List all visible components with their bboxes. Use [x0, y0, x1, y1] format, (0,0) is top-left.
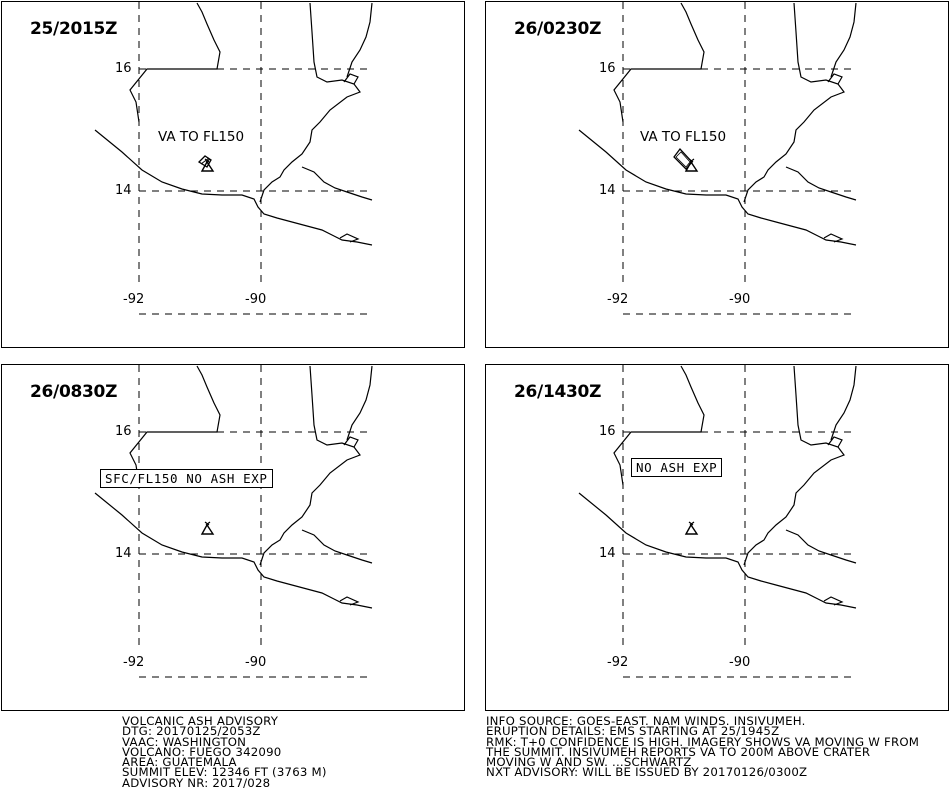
coastline	[579, 366, 856, 608]
forecast-panel-t12	[1, 364, 465, 711]
lat-label-14: 14	[599, 546, 616, 561]
lon-label-90: -90	[245, 655, 267, 670]
advisory-line: RMK: T+0 CONFIDENCE IS HIGH. IMAGERY SHOWS VA MOVING W FROM	[486, 735, 920, 749]
lon-label-92: -92	[607, 292, 629, 307]
map-canvas	[2, 2, 465, 348]
lon-label-92: -92	[123, 292, 145, 307]
advisory-header-block	[122, 717, 327, 789]
lat-label-14: 14	[115, 183, 132, 198]
forecast-panel-t0	[1, 1, 465, 348]
panel-time: 25/2015Z	[30, 19, 118, 39]
forecast-panel-t6	[485, 1, 949, 348]
lon-label-92: -92	[607, 655, 629, 670]
lat-lon-grid	[623, 2, 856, 314]
advisory-remarks-block	[486, 717, 919, 779]
lon-label-90: -90	[729, 292, 751, 307]
panel-time: 26/0230Z	[514, 19, 602, 39]
coastline	[95, 3, 372, 245]
lon-label-90: -90	[245, 292, 267, 307]
advisory-line: THE SUMMIT. INSIVUMEH REPORTS VA TO 200M ABOVE CRATER	[486, 745, 871, 759]
lat-lon-grid	[623, 365, 856, 677]
advisory-line: ADVISORY NR: 2017/028	[122, 776, 271, 790]
no-ash-box: SFC/FL150 NO ASH EXP	[100, 469, 273, 488]
advisory-line: VOLCANIC ASH ADVISORY	[122, 715, 279, 728]
map-canvas	[486, 365, 949, 711]
advisory-line: NXT ADVISORY: WILL BE ISSUED BY 20170126/0300Z	[486, 766, 808, 780]
advisory-line: INFO SOURCE: GOES-EAST. NAM WINDS. INSIVUMEH.	[486, 715, 806, 728]
map-canvas	[2, 365, 465, 711]
advisory-line: MOVING W AND SW. ...SCHWARTZ	[486, 756, 692, 770]
lat-label-16: 16	[115, 424, 132, 439]
map-canvas	[486, 2, 949, 348]
lat-label-14: 14	[599, 183, 616, 198]
lat-label-14: 14	[115, 546, 132, 561]
lon-label-90: -90	[729, 655, 751, 670]
advisory-line: VOLCANO: FUEGO 342090	[122, 745, 282, 759]
advisory-line: ERUPTION DETAILS: EMS STARTING AT 25/1945Z	[486, 725, 780, 739]
lat-lon-grid	[139, 2, 372, 314]
panel-time: 26/0830Z	[30, 382, 118, 402]
no-ash-box: NO ASH EXP	[631, 458, 722, 477]
advisory-line: DTG: 20170125/2053Z	[122, 725, 261, 739]
lat-label-16: 16	[115, 61, 132, 76]
coastline	[579, 3, 856, 245]
advisory-line: VAAC: WASHINGTON	[122, 735, 247, 749]
advisory-line: SUMMIT ELEV: 12346 FT (3763 M)	[122, 766, 327, 780]
lon-label-92: -92	[123, 655, 145, 670]
panel-time: 26/1430Z	[514, 382, 602, 402]
ash-label: VA TO FL150	[158, 129, 245, 145]
forecast-panel-t18	[485, 364, 949, 711]
advisory-line: AREA: GUATEMALA	[122, 756, 237, 770]
ash-label: VA TO FL150	[640, 129, 727, 145]
lat-label-16: 16	[599, 424, 616, 439]
lat-label-16: 16	[599, 61, 616, 76]
volcano-triangle-icon	[202, 522, 213, 534]
lat-lon-grid	[139, 365, 372, 677]
volcano-triangle-icon	[686, 522, 697, 534]
